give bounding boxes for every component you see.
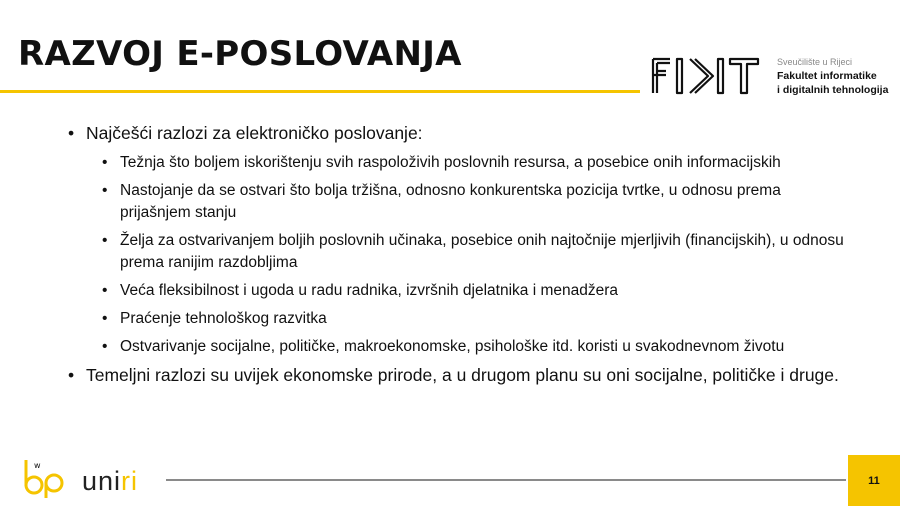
uniri-logo-highlight: ri (121, 466, 139, 496)
bullet-text: Temeljni razlozi su uvijek ekonomske prirode, a u drugom planu su oni socijalne, političke i druge. (86, 365, 839, 385)
sub-bullet-item: • Praćenje tehnološkog razvitka (102, 308, 848, 330)
title-underline (0, 90, 640, 93)
bullet-item (68, 122, 848, 358)
university-name: Sveučilište u Rijeci (777, 57, 853, 67)
faculty-name-line2: i digitalnih tehnologija (777, 84, 889, 96)
slide-title: RAZVOJ E-POSLOVANJA (18, 34, 462, 74)
footer-divider (166, 479, 846, 481)
sub-bullet-item: • Nastojanje da se ostvari što bolja tržišna, odnosno konkurentska pozicija tvrtke, u odnosu prema prijašnjem stanju (102, 180, 848, 224)
sub-bullet-list (102, 152, 848, 358)
slide-content (68, 122, 848, 391)
sub-bullet-item: • Želja za ostvarivanjem boljih poslovnih učinaka, posebice onih najtočnije mjerljivih (financijskih), u odnosu prema ranijim razdobljima (102, 230, 848, 274)
page-number-badge (848, 455, 900, 506)
uniri-logo (82, 466, 138, 497)
bp-logo-icon (20, 458, 70, 498)
sub-bullet-item: • Ostvarivanje socijalne, političke, makroekonomske, psihološke itd. koristi u svakodnevnom životu (102, 336, 848, 358)
svg-text:w: w (34, 461, 41, 470)
page-number: 11 (868, 474, 880, 487)
fidit-logo-icon (650, 56, 762, 96)
sub-bullet-item: • Veća fleksibilnost i ugoda u radu radnika, izvršnih djelatnika i menadžera (102, 280, 848, 302)
main-bullet-list (68, 122, 848, 387)
bullet-text: Najčešći razlozi za elektroničko poslovanje: (86, 123, 423, 143)
bullet-item (68, 364, 848, 387)
sub-bullet-item: • Težnja što boljem iskorištenju svih raspoloživih poslovnih resursa, a posebice onih informacijskih (102, 152, 848, 174)
faculty-name-line1: Fakultet informatike (777, 70, 877, 82)
faculty-logo-text (777, 55, 888, 97)
uniri-logo-prefix: uni (82, 466, 122, 496)
